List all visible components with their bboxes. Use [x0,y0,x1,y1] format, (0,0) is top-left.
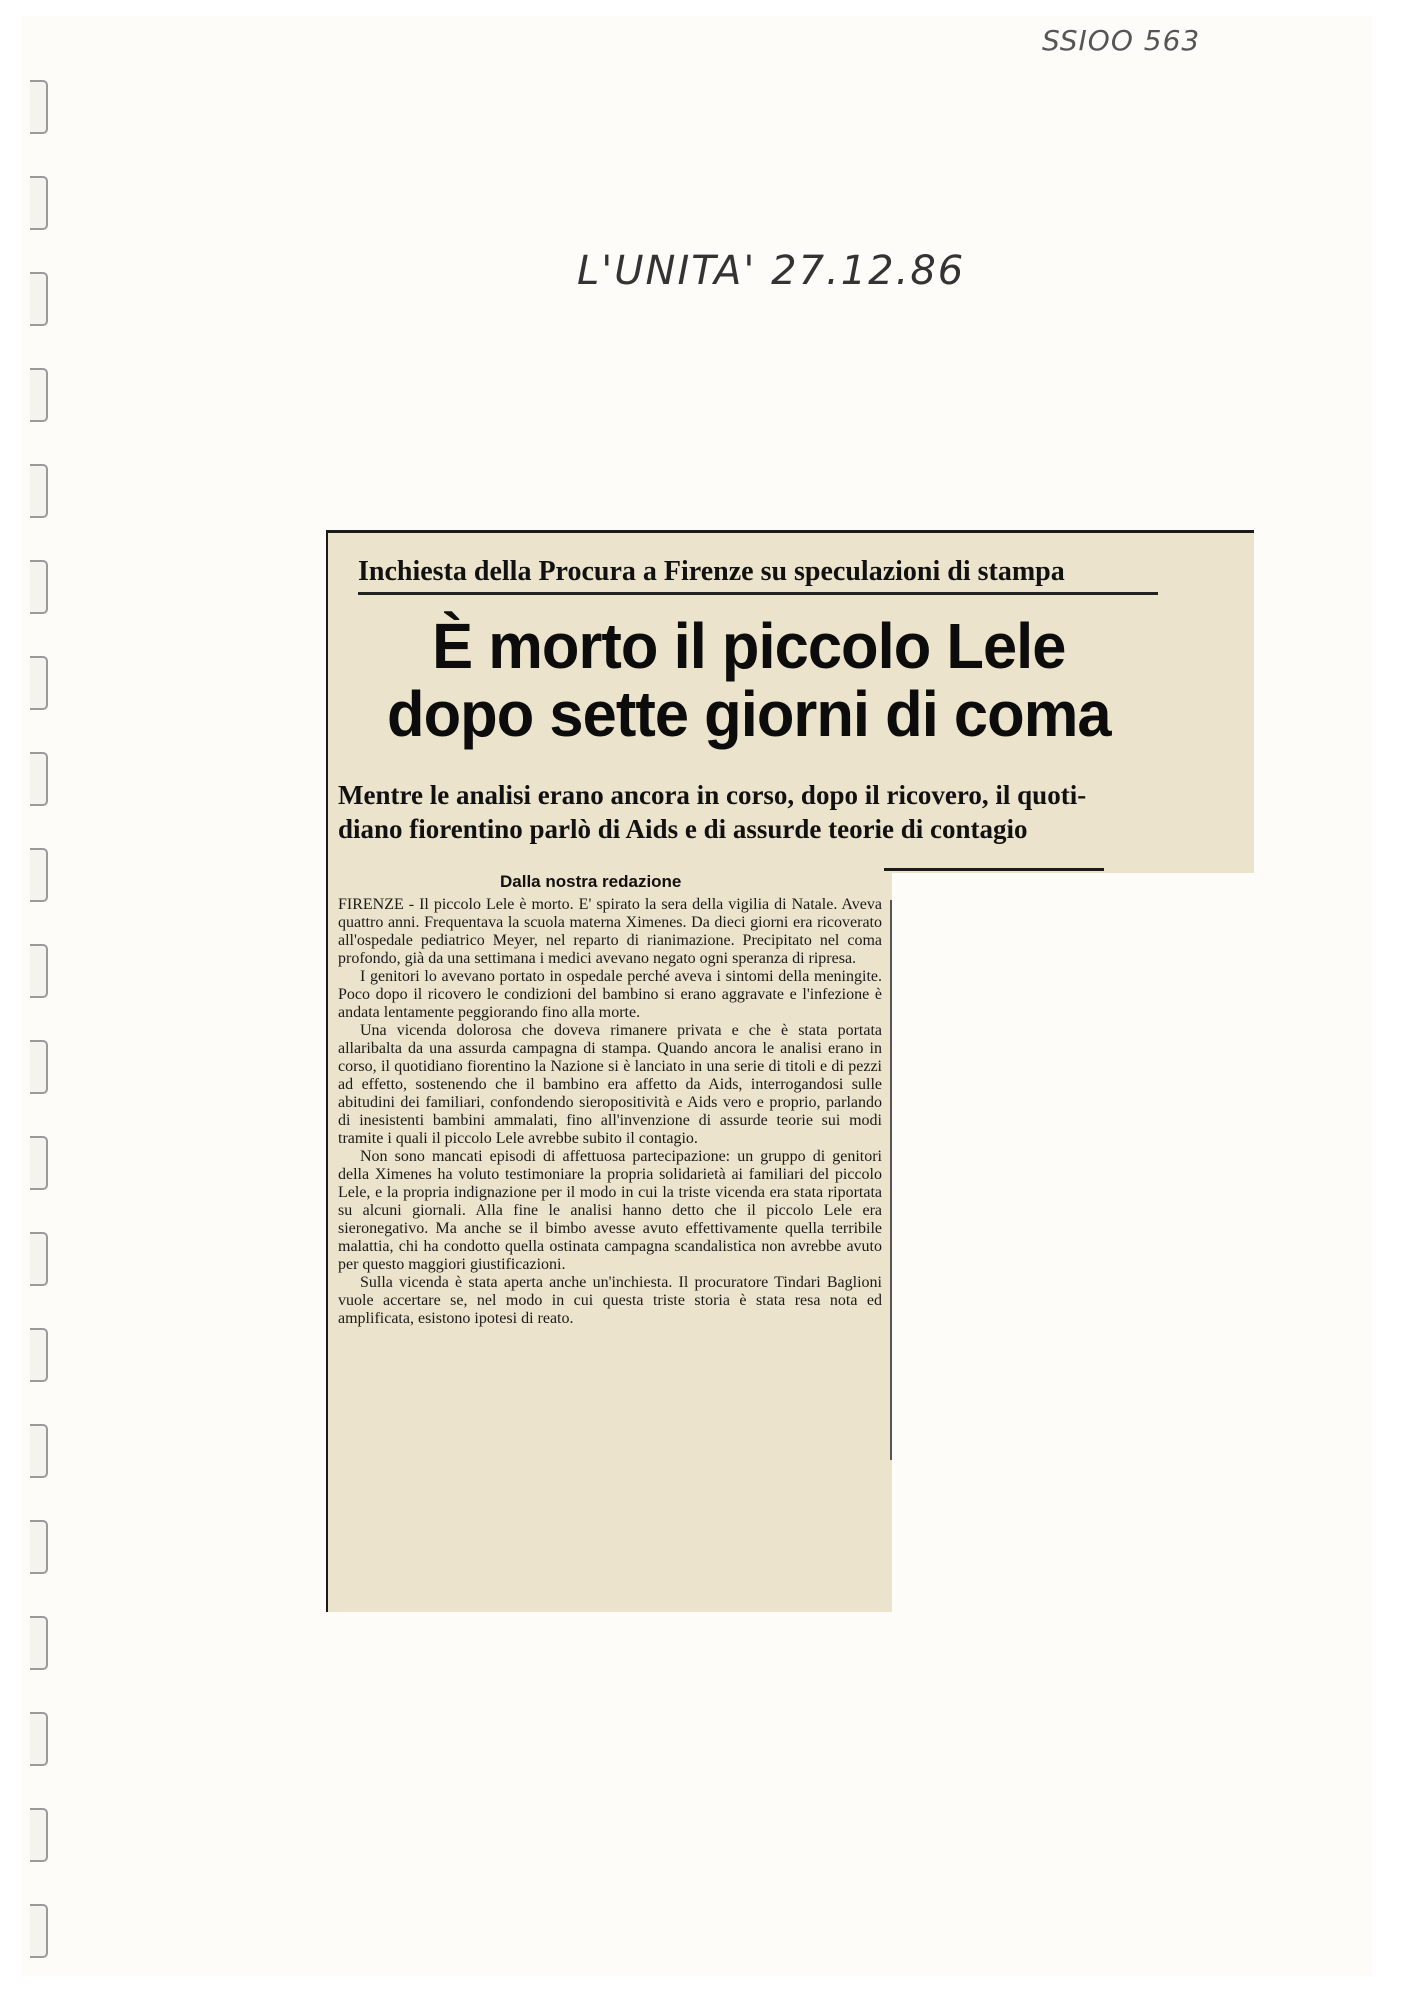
binder-hole [30,1616,48,1670]
binder-hole [30,1520,48,1574]
binder-hole [30,176,48,230]
article-paragraph: I genitori lo avevano portato in ospedale perché aveva i sintomi della meningite. Poco dopo il ricovero le condizioni del bambino si erano aggravate e l'infezione è andata lentamente peggiorando fino alla morte. [338,968,882,1021]
binder-hole [30,80,48,134]
article-subhead [338,778,1170,846]
binder-hole [30,1904,48,1958]
binder-hole [30,368,48,422]
archive-code: SSIOO 563 [1042,24,1201,57]
binder-hole [30,1040,48,1094]
subhead-line: diano fiorentino parlò di Aids e di assurde teorie di contagio [338,814,1028,844]
binder-hole [30,1712,48,1766]
article-body [338,896,882,1328]
binder-hole [30,1424,48,1478]
binder-hole [30,752,48,806]
binder-hole [30,1232,48,1286]
binder-hole [30,656,48,710]
article-kicker: Inchiesta della Procura a Firenze su speculazioni di stampa [358,556,1158,595]
binder-hole [30,560,48,614]
headline-line: È morto il piccolo Lele [432,610,1066,682]
subhead-line: Mentre le analisi erano ancora in corso, dopo il ricovero, il quoti- [338,780,1087,810]
binder-hole [30,272,48,326]
article-byline: Dalla nostra redazione [500,872,682,891]
article-paragraph: FIRENZE - Il piccolo Lele è morto. E' spirato la sera della vigilia di Natale. Aveva quattro anni. Frequentava la scuola materna Ximenes. Da dieci giorni era ricoverato all'ospedale pediatrico Meyer, nel reparto di rianimazione. Precipitato nel coma profondo, già da una settimana i medici avevano negato ogni speranza di ripresa. [338,896,882,967]
binder-hole [30,1808,48,1862]
binder-hole [30,944,48,998]
handwritten-source-note: L'UNITA' 27.12.86 [577,248,966,294]
binder-hole [30,848,48,902]
binder-hole [30,1328,48,1382]
binder-hole [30,464,48,518]
headline-line: dopo sette giorni di coma [387,678,1111,750]
article-paragraph: Sulla vicenda è stata aperta anche un'inchiesta. Il procuratore Tindari Baglioni vuole accertare se, nel modo in cui questa triste storia è stata resa nota ed amplificata, esistono ipotesi di reato. [338,1274,882,1327]
article-paragraph: Non sono mancati episodi di affettuosa partecipazione: un gruppo di genitori della Ximenes ha voluto testimoniare la propria solidarietà ai familiari del piccolo Lele, e la propria indignazione per il modo in cui la triste vicenda era stata riportata su alcuni giornali. Alla fine le analisi hanno detto che il piccolo Lele era sieronegativo. Ma anche se il bimbo avesse avuto effettivamente quella terribile malattia, chi ha condotto quella ostinata campagna scandalistica non avrebbe avuto per questo maggiori giustificazioni. [338,1148,882,1273]
article-headline [336,612,1162,748]
clipping-divider-rule [884,868,1104,871]
column-rule [890,900,892,1460]
article-paragraph: Una vicenda dolorosa che doveva rimanere privata e che è stata portata allaribalta da una assurda campagna di stampa. Quando ancora le analisi erano in corso, il quotidiano fiorentino la Nazione si è lanciato in una serie di titoli e di pezzi ad effetto, sostenendo che il bambino era affetto da Aids, interrogandosi sulle abitudini dei familiari, confondendo sieropositività e Aids vero e proprio, parlando di inesistenti bambini ammalati, fino all'invenzione di assurde teorie sui modi tramite i quali il piccolo Lele avrebbe subito il contagio. [338,1022,882,1147]
binder-hole [30,1136,48,1190]
